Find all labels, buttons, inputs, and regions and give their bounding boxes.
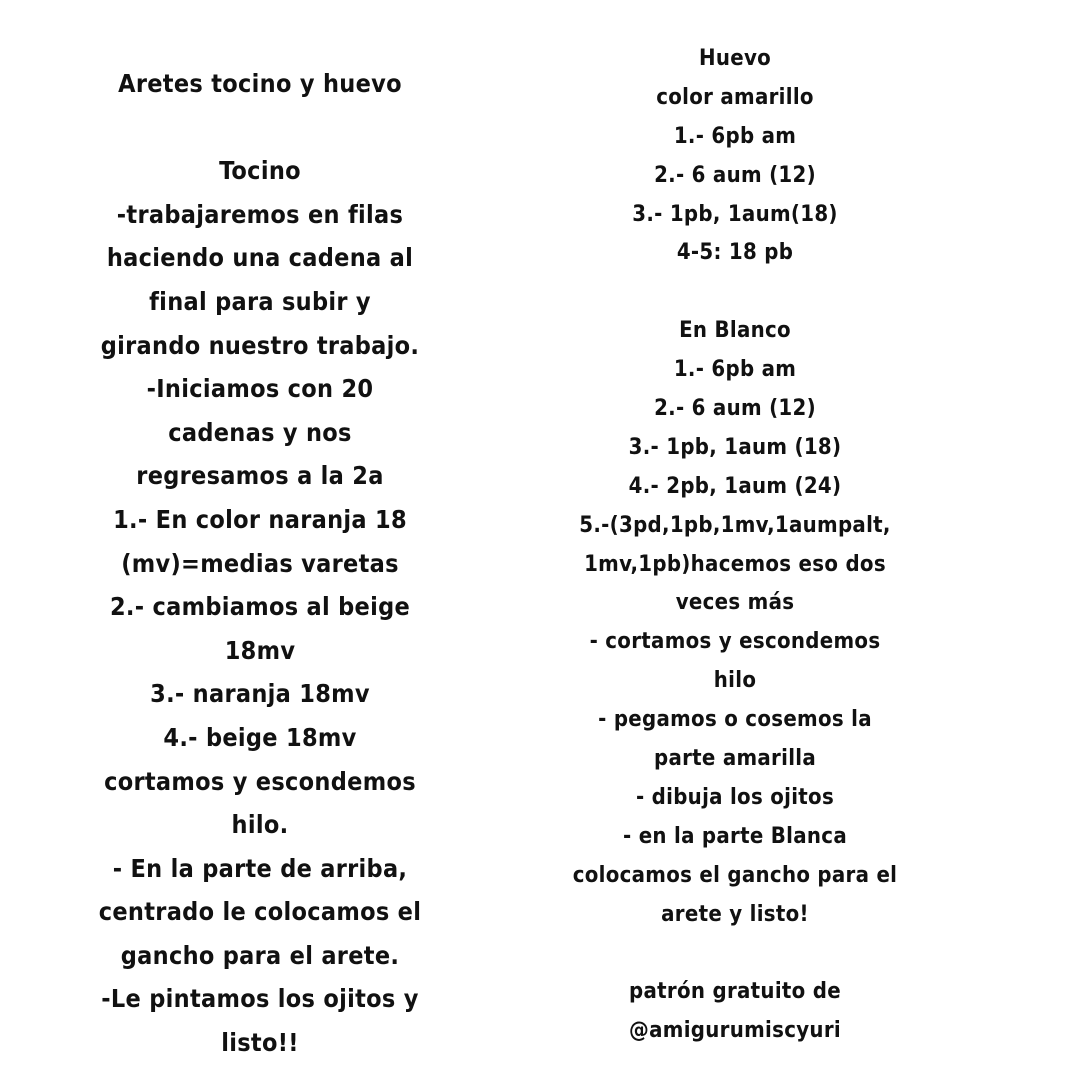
egg-white-line: - pegamos o cosemos la [598, 707, 872, 733]
bacon-instruction-line: 4.- beige 18mv [163, 722, 357, 752]
egg-white-line: colocamos el gancho para el [572, 862, 898, 888]
egg-white-line: parte amarilla [653, 746, 817, 772]
egg-white-line: veces más [675, 590, 795, 616]
bacon-instruction-line: -Le pintamos los ojitos y [101, 984, 419, 1014]
bacon-instruction-line: 2.- cambiamos al beige [109, 592, 411, 622]
blank-line [560, 934, 910, 973]
bacon-instruction-line: 18mv [224, 635, 296, 665]
bacon-instruction-line: regresamos a la 2a [136, 461, 384, 491]
bacon-pattern-column [40, 62, 480, 1065]
bacon-instruction-line: 3.- naranja 18mv [150, 679, 370, 709]
egg-white-line: 3.- 1pb, 1aum (18) [628, 434, 842, 460]
egg-white-line: 2.- 6 aum (12) [654, 396, 816, 422]
egg-pattern-column [560, 40, 910, 1051]
bacon-instruction-line: final para subir y [149, 286, 371, 316]
bacon-instruction-line: cortamos y escondemos [104, 766, 416, 796]
egg-yellow-line: 2.- 6 aum (12) [654, 162, 816, 188]
egg-yellow-line: 3.- 1pb, 1aum(18) [632, 201, 838, 227]
blank-line [560, 273, 910, 312]
egg-white-line: 1.- 6pb am [673, 357, 797, 383]
document-title: Aretes tocino y huevo [118, 69, 402, 98]
egg-white-line: - dibuja los ojitos [635, 784, 835, 810]
bacon-instruction-line: girando nuestro trabajo. [100, 330, 420, 360]
egg-yellow-line: 1.- 6pb am [673, 123, 797, 149]
bacon-instruction-line: centrado le colocamos el [98, 897, 422, 927]
bacon-instruction-line: cadenas y nos [168, 417, 352, 447]
egg-white-title: En Blanco [679, 318, 791, 344]
egg-white-line: 4.- 2pb, 1aum (24) [628, 473, 842, 499]
bacon-instruction-line: 1.- En color naranja 18 [113, 504, 407, 534]
egg-white-line: - cortamos y escondemos [589, 629, 881, 655]
credit-handle: @amigurumiscyuri [629, 1018, 841, 1044]
bacon-section-title: Tocino [219, 156, 301, 186]
egg-white-line: 5.-(3pd,1pb,1mv,1aumpalt, [579, 512, 891, 538]
egg-yellow-line: 4-5: 18 pb [676, 240, 794, 266]
egg-white-line: 1mv,1pb)hacemos eso dos [584, 551, 886, 577]
bacon-instruction-line: hilo. [231, 810, 289, 840]
bacon-instruction-line: - En la parte de arriba, [112, 853, 408, 883]
bacon-instruction-line: -Iniciamos con 20 [146, 374, 374, 404]
bacon-instruction-line: gancho para el arete. [120, 940, 400, 970]
bacon-instruction-line: (mv)=medias varetas [121, 548, 399, 578]
bacon-instruction-line: haciendo una cadena al [106, 243, 414, 273]
bacon-instruction-line: listo!! [221, 1028, 299, 1058]
egg-section-title: Huevo [698, 46, 772, 71]
blank-line [40, 106, 480, 150]
egg-yellow-line: color amarillo [656, 84, 814, 110]
egg-white-line: - en la parte Blanca [623, 823, 847, 849]
egg-white-line: hilo [713, 668, 757, 694]
bacon-instruction-line: -trabajaremos en filas [116, 199, 404, 229]
egg-white-line: arete y listo! [661, 901, 809, 927]
credit-line: patrón gratuito de [629, 979, 841, 1005]
